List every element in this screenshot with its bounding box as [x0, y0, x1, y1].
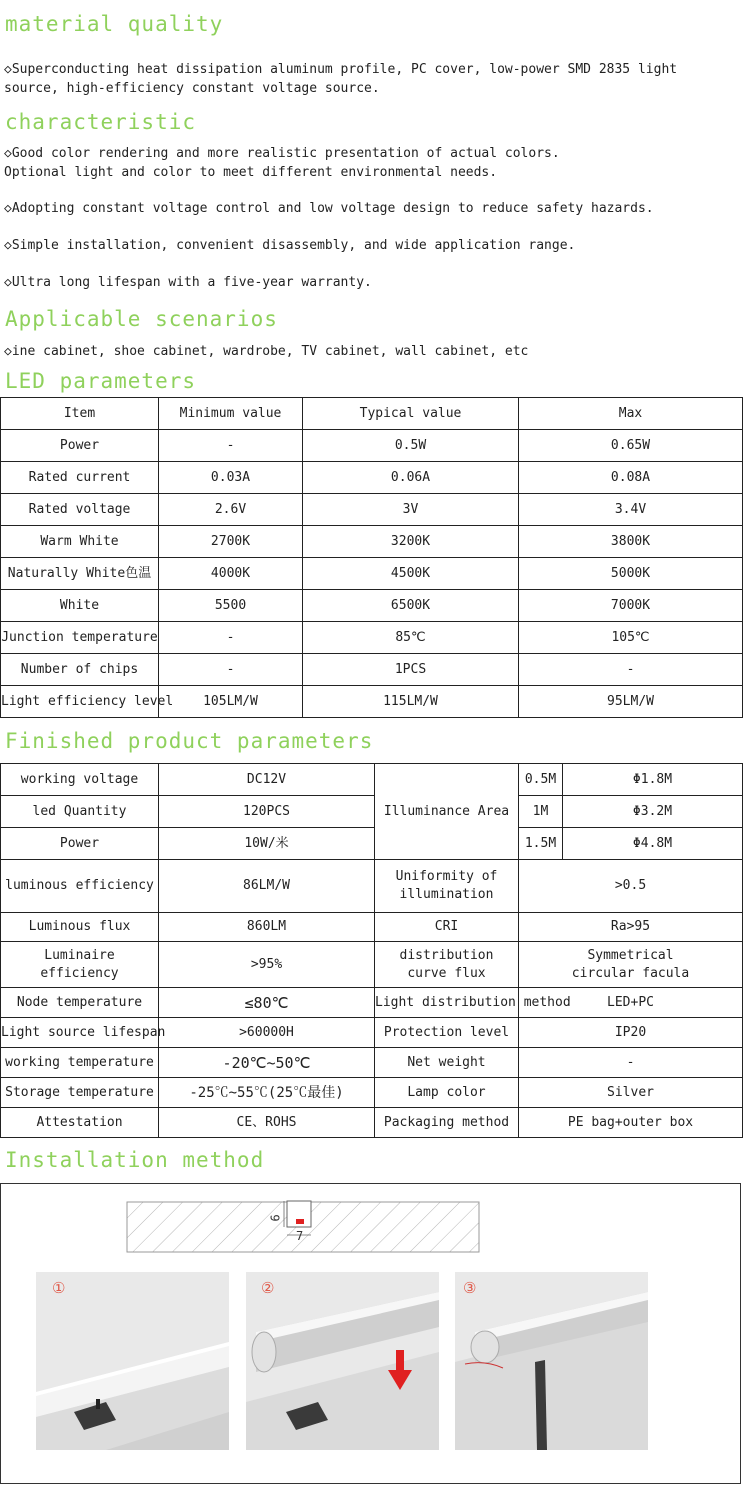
table-cell: 5500: [159, 590, 303, 622]
luminous-efficiency-value: 86LM/W: [159, 860, 375, 913]
table-cell: 3800K: [519, 526, 743, 558]
cri-label: CRI: [375, 913, 519, 942]
uniformity-value: >0.5: [519, 860, 743, 913]
characteristic-item-3: ◇Simple installation, convenient disassembly, and wide application range.: [4, 238, 576, 253]
attestation-label: Attestation: [1, 1108, 159, 1138]
table-row: [1, 686, 743, 718]
table-row: [1, 1048, 743, 1078]
column-header: Max: [519, 398, 743, 430]
table-cell: -: [159, 622, 303, 654]
table-cell: 2700K: [159, 526, 303, 558]
luminaire-efficiency-label: Luminaire efficiency: [1, 942, 159, 988]
protection-level-value: IP20: [519, 1018, 743, 1048]
attestation-value: CE、ROHS: [159, 1108, 375, 1138]
node-temperature-value: ≤80℃: [159, 988, 375, 1018]
table-cell: 105℃: [519, 622, 743, 654]
table-cell: 4500K: [303, 558, 519, 590]
down-arrow-shaft: [396, 1350, 404, 1372]
illuminance-diameter: Φ4.8M: [563, 828, 743, 860]
led-strip-marker: [296, 1219, 304, 1224]
table-row: [1, 494, 743, 526]
table-cell: -: [159, 654, 303, 686]
installation-method-heading: Installation method: [5, 1148, 265, 1172]
cri-value: Ra>95: [519, 913, 743, 942]
table-cell: -: [519, 654, 743, 686]
column-header: Typical value: [303, 398, 519, 430]
scenarios-text: ◇ine cabinet, shoe cabinet, wardrobe, TV cabinet, wall cabinet, etc: [4, 344, 529, 359]
luminous-efficiency-label: luminous efficiency: [1, 860, 159, 913]
led-quantity-label: led Quantity: [1, 796, 159, 828]
luminaire-efficiency-value: >95%: [159, 942, 375, 988]
table-row: [1, 526, 743, 558]
storage-temperature-value: -25℃~55℃(25℃最佳): [159, 1078, 375, 1108]
column-header: Item: [1, 398, 159, 430]
table-cell: Light efficiency level: [1, 686, 159, 718]
characteristic-item-1-line-2: Optional light and color to meet different environmental needs.: [4, 165, 498, 180]
table-row: [1, 860, 743, 913]
uniformity-label: Uniformity of illumination: [375, 860, 519, 913]
material-quality-heading: material quality: [5, 12, 224, 36]
lifespan-value: >60000H: [159, 1018, 375, 1048]
applicable-scenarios-heading: Applicable scenarios: [5, 307, 278, 331]
table-row: [1, 913, 743, 942]
table-row: [1, 764, 743, 796]
table-cell: 4000K: [159, 558, 303, 590]
table-cell: 3V: [303, 494, 519, 526]
lamp-color-label: Lamp color: [375, 1078, 519, 1108]
illuminance-diameter: Φ1.8M: [563, 764, 743, 796]
install-step-2-illustration: [246, 1272, 439, 1450]
table-row: [1, 1018, 743, 1048]
column-header: Minimum value: [159, 398, 303, 430]
table-row: [1, 622, 743, 654]
table-row: [1, 654, 743, 686]
finished-product-heading: Finished product parameters: [5, 729, 374, 753]
table-cell: Rated voltage: [1, 494, 159, 526]
finished-product-table: [0, 763, 743, 1138]
table-row: [1, 558, 743, 590]
table-cell: Number of chips: [1, 654, 159, 686]
table-cell: 0.08A: [519, 462, 743, 494]
protection-level-label: Protection level: [375, 1018, 519, 1048]
table-cell: 2.6V: [159, 494, 303, 526]
power-value: 10W/米: [159, 828, 375, 860]
characteristic-heading: characteristic: [5, 110, 197, 134]
illuminance-distance: 1M: [519, 796, 563, 828]
working-voltage-label: working voltage: [1, 764, 159, 796]
table-cell: 85℃: [303, 622, 519, 654]
material-text-line-1: ◇Superconducting heat dissipation aluminum profile, PC cover, low-power SMD 2835 light: [4, 62, 678, 77]
power-label: Power: [1, 828, 159, 860]
table-row: [1, 988, 743, 1018]
groove-cross-section-diagram: [126, 1199, 482, 1255]
illuminance-area-label: Illuminance Area: [375, 764, 519, 860]
step-1-number: ①: [52, 1279, 66, 1297]
table-cell: 115LM/W: [303, 686, 519, 718]
table-cell: Power: [1, 430, 159, 462]
table-cell: 3200K: [303, 526, 519, 558]
table-cell: 1PCS: [303, 654, 519, 686]
distribution-curve-label: distribution curve flux: [375, 942, 519, 988]
table-row: [1, 828, 743, 860]
table-cell: -: [159, 430, 303, 462]
table-row: [1, 462, 743, 494]
luminous-flux-label: Luminous flux: [1, 913, 159, 942]
storage-temperature-label: Storage temperature: [1, 1078, 159, 1108]
table-row: [1, 1078, 743, 1108]
light-distribution-value: LED+PC: [519, 988, 743, 1018]
illuminance-diameter: Φ3.2M: [563, 796, 743, 828]
step-2-number: ②: [261, 1279, 275, 1297]
table-cell: Rated current: [1, 462, 159, 494]
led-quantity-value: 120PCS: [159, 796, 375, 828]
illuminance-distance: 1.5M: [519, 828, 563, 860]
table-cell: 3.4V: [519, 494, 743, 526]
table-row: [1, 590, 743, 622]
table-cell: 105LM/W: [159, 686, 303, 718]
table-cell: White: [1, 590, 159, 622]
led-parameters-heading: LED parameters: [5, 369, 197, 393]
table-cell: 5000K: [519, 558, 743, 590]
distribution-curve-value: Symmetrical circular facula: [519, 942, 743, 988]
table-row: [1, 942, 743, 988]
packaging-method-label: Packaging method: [375, 1108, 519, 1138]
net-weight-label: Net weight: [375, 1048, 519, 1078]
table-cell: 0.5W: [303, 430, 519, 462]
table-cell: Warm White: [1, 526, 159, 558]
table-row: [1, 796, 743, 828]
node-temperature-label: Node temperature: [1, 988, 159, 1018]
lamp-color-value: Silver: [519, 1078, 743, 1108]
lifespan-label: Light source lifespan: [1, 1018, 159, 1048]
light-distribution-label: Light distribution method: [375, 988, 519, 1018]
install-step-3-illustration: [455, 1272, 648, 1450]
luminous-flux-value: 860LM: [159, 913, 375, 942]
table-cell: Naturally White色温: [1, 558, 159, 590]
step-3-number: ③: [463, 1279, 477, 1297]
table-cell: 7000K: [519, 590, 743, 622]
working-temperature-label: working temperature: [1, 1048, 159, 1078]
working-temperature-value: -20℃~50℃: [159, 1048, 375, 1078]
dimension-height-label: 9: [267, 1214, 282, 1222]
net-weight-value: -: [519, 1048, 743, 1078]
install-step-1-illustration: [36, 1272, 229, 1450]
table-row: [1, 430, 743, 462]
illuminance-distance: 0.5M: [519, 764, 563, 796]
table-row: [1, 1108, 743, 1138]
packaging-method-value: PE bag+outer box: [519, 1108, 743, 1138]
characteristic-item-2: ◇Adopting constant voltage control and low voltage design to reduce safety hazards.: [4, 201, 654, 216]
table-cell: 0.03A: [159, 462, 303, 494]
dimension-width-label: 7: [296, 1229, 304, 1243]
table-header-row: [1, 398, 743, 430]
working-voltage-value: DC12V: [159, 764, 375, 796]
table-cell: 0.06A: [303, 462, 519, 494]
table-cell: 95LM/W: [519, 686, 743, 718]
table-cell: Junction temperature: [1, 622, 159, 654]
characteristic-item-4: ◇Ultra long lifespan with a five-year warranty.: [4, 275, 372, 290]
led-parameters-table: [0, 397, 743, 718]
characteristic-item-1-line-1: ◇Good color rendering and more realistic presentation of actual colors.: [4, 146, 560, 161]
table-cell: 0.65W: [519, 430, 743, 462]
material-text-line-2: source, high-efficiency constant voltage source.: [4, 81, 380, 96]
table-cell: 6500K: [303, 590, 519, 622]
